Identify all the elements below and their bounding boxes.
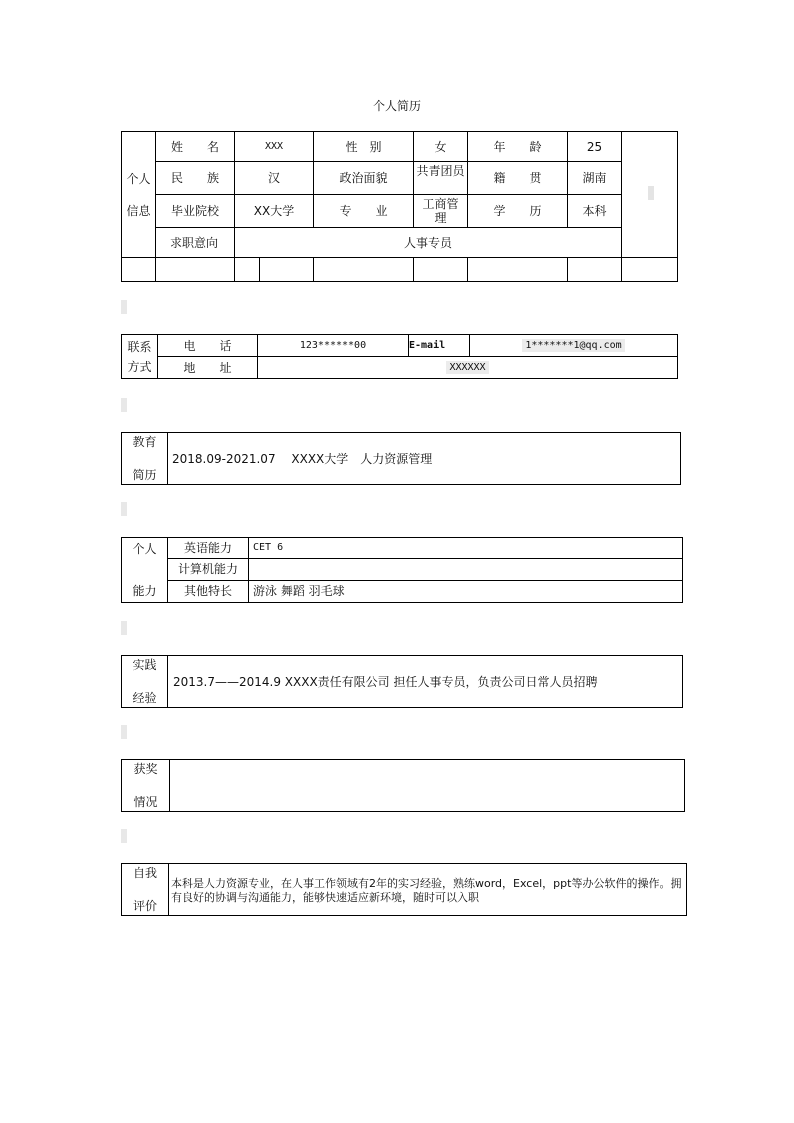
section-marker xyxy=(121,621,127,635)
section-label-self-evaluation: 自我 评价 xyxy=(122,864,169,916)
english-value: CET 6 xyxy=(249,538,683,559)
section-marker xyxy=(121,725,127,739)
photo-placeholder xyxy=(648,186,654,200)
photo-cell xyxy=(622,132,678,258)
empty-cell xyxy=(235,258,260,282)
empty-cell xyxy=(260,258,314,282)
page-title: 个人简历 xyxy=(372,99,421,113)
awards-value xyxy=(170,760,685,812)
native-place-value: 湖南 xyxy=(568,162,622,195)
section-marker xyxy=(121,398,127,412)
education-table xyxy=(121,432,681,485)
phone-label: 电 话 xyxy=(158,335,258,357)
age-label: 年 龄 xyxy=(468,132,568,162)
practice-table xyxy=(121,655,683,708)
degree-label: 学 历 xyxy=(468,195,568,228)
name-label: 姓 名 xyxy=(156,132,235,162)
empty-cell xyxy=(568,258,622,282)
section-marker xyxy=(121,300,127,314)
awards-table xyxy=(121,759,685,812)
name-value: XXX xyxy=(235,132,314,162)
empty-cell xyxy=(156,258,235,282)
other-value: 游泳 舞蹈 羽毛球 xyxy=(249,580,683,602)
practice-value: 2013.7——2014.9 XXXX责任有限公司 担任人事专员，负责公司日常人员招聘 xyxy=(168,656,683,708)
computer-value xyxy=(249,559,683,580)
ethnicity-value: 汉 xyxy=(235,162,314,195)
section-label-skills: 个人 能力 xyxy=(122,538,168,603)
phone-value: 123******00 xyxy=(258,335,409,357)
section-label-contact: 联系 方式 xyxy=(122,335,158,379)
empty-cell xyxy=(622,258,678,282)
empty-cell xyxy=(468,258,568,282)
school-label: 毕业院校 xyxy=(156,195,235,228)
major-label: 专 业 xyxy=(314,195,414,228)
ethnicity-label: 民 族 xyxy=(156,162,235,195)
empty-cell xyxy=(122,258,156,282)
address-value: XXXXXX xyxy=(258,357,678,379)
personal-info-table xyxy=(121,131,678,282)
address-label: 地 址 xyxy=(158,357,258,379)
english-label: 英语能力 xyxy=(168,538,249,559)
section-label-practice: 实践 经验 xyxy=(122,656,168,708)
political-value: 共青团员 xyxy=(414,162,468,195)
section-label-awards: 获奖 情况 xyxy=(122,760,170,812)
section-label-personal-info: 个人 信息 xyxy=(122,132,156,258)
education-value: 2018.09-2021.07 XXXX大学 人力资源管理 xyxy=(168,433,681,485)
degree-value: 本科 xyxy=(568,195,622,228)
gender-label: 性 别 xyxy=(314,132,414,162)
other-label: 其他特长 xyxy=(168,580,249,602)
section-label-education: 教育 简历 xyxy=(122,433,168,485)
political-label: 政治面貌 xyxy=(314,162,414,195)
job-intent-label: 求职意向 xyxy=(156,228,235,258)
gender-value: 女 xyxy=(414,132,468,162)
empty-cell xyxy=(414,258,468,282)
section-marker xyxy=(121,829,127,843)
skills-table xyxy=(121,537,683,603)
section-marker xyxy=(121,502,127,516)
empty-cell xyxy=(314,258,414,282)
email-value: 1*******1@qq.com xyxy=(470,335,678,357)
age-value: 25 xyxy=(568,132,622,162)
email-label: E-mail xyxy=(409,335,470,357)
native-place-label: 籍 贯 xyxy=(468,162,568,195)
contact-table xyxy=(121,334,678,379)
self-evaluation-value: 本科是人力资源专业，在人事工作领域有2年的实习经验，熟练word，Excel，ppt等办公软件的操作。拥有良好的协调与沟通能力，能够快速适应新环境，随时可以入职 xyxy=(169,864,687,916)
self-evaluation-table xyxy=(121,863,687,916)
job-intent-value: 人事专员 xyxy=(235,228,622,258)
school-value: XX大学 xyxy=(235,195,314,228)
computer-label: 计算机能力 xyxy=(168,559,249,580)
major-value: 工商管 理 xyxy=(414,195,468,228)
